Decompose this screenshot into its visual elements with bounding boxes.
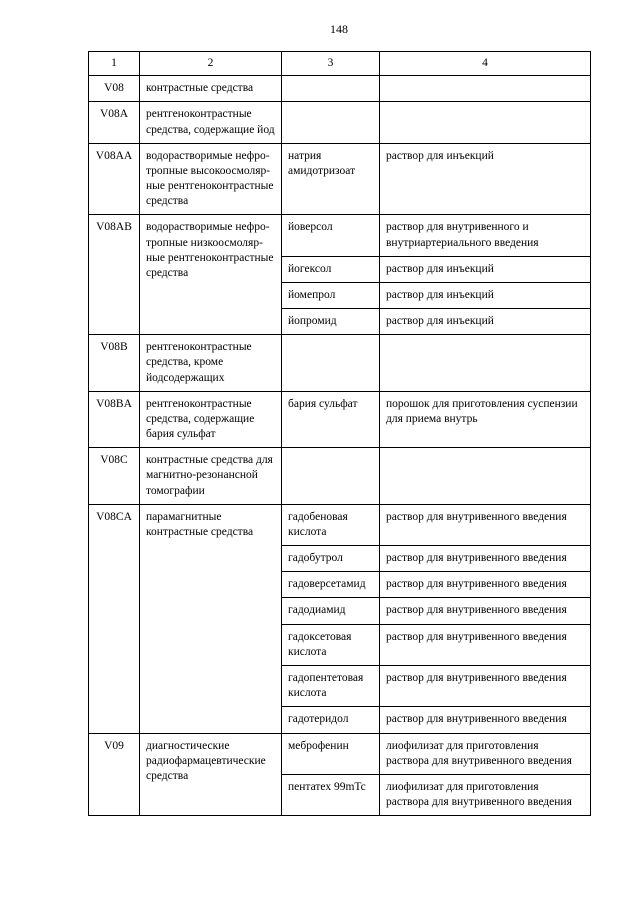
dosage-form-cell: раствор для внутривенного введения (380, 707, 591, 733)
group-name-cell: рентгеноконтрастные средства, содержащие бария сульфат (140, 391, 282, 448)
group-name-cell: парамагнитные контрастные средства (140, 504, 282, 733)
substance-cell: йоверсол (282, 215, 380, 256)
table-row (89, 76, 591, 102)
code-cell: V08CA (89, 504, 140, 733)
dosage-form-cell: раствор для внутривенного введения (380, 598, 591, 624)
substance-cell: гадоверсетамид (282, 572, 380, 598)
document-page (88, 22, 590, 816)
substance-cell (282, 102, 380, 143)
table-row (89, 215, 591, 256)
dosage-form-cell: раствор для внутривенного введения (380, 665, 591, 706)
substance-cell (282, 448, 380, 505)
code-cell: V08AA (89, 143, 140, 215)
dosage-form-cell: раствор для внутривенного введения (380, 624, 591, 665)
group-name-cell: контрастные средства для магнитно-резонансной томографии (140, 448, 282, 505)
substance-cell: пентатех 99mTc (282, 774, 380, 815)
table-row (89, 504, 591, 545)
table-row (89, 143, 591, 215)
dosage-form-cell: раствор для внутривенного и внутриартериального введения (380, 215, 591, 256)
dosage-form-cell (380, 335, 591, 392)
table-row (89, 335, 591, 392)
atc-classification-table (88, 51, 591, 816)
table-row (89, 448, 591, 505)
dosage-form-cell: раствор для инъекций (380, 143, 591, 215)
code-cell: V08B (89, 335, 140, 392)
dosage-form-cell: лиофилизат для приготовления раствора для внутривенного введения (380, 774, 591, 815)
group-name-cell: рентгеноконтрастные средства, кроме йодсодержащих (140, 335, 282, 392)
substance-cell: гадобеновая кислота (282, 504, 380, 545)
substance-cell: гадопентетовая кислота (282, 665, 380, 706)
table-header (89, 52, 591, 76)
table-row (89, 391, 591, 448)
substance-cell (282, 76, 380, 102)
dosage-form-cell (380, 76, 591, 102)
code-cell: V08AB (89, 215, 140, 335)
substance-cell: гадоксетовая кислота (282, 624, 380, 665)
code-cell: V08C (89, 448, 140, 505)
dosage-form-cell: раствор для внутривенного введения (380, 572, 591, 598)
dosage-form-cell (380, 448, 591, 505)
dosage-form-cell: порошок для приготовления суспензии для приема внутрь (380, 391, 591, 448)
column-header-4: 4 (380, 52, 591, 76)
column-header-2: 2 (140, 52, 282, 76)
code-cell: V08BA (89, 391, 140, 448)
code-cell: V08 (89, 76, 140, 102)
page-number: 148 (330, 22, 348, 36)
table-row (89, 733, 591, 774)
substance-cell: меброфенин (282, 733, 380, 774)
substance-cell: йогексол (282, 256, 380, 282)
dosage-form-cell: раствор для инъекций (380, 282, 591, 308)
group-name-cell: диагностические радиофармацевтические средства (140, 733, 282, 816)
substance-cell: гадотеридол (282, 707, 380, 733)
column-header-1: 1 (89, 52, 140, 76)
dosage-form-cell: раствор для внутривенного введения (380, 546, 591, 572)
substance-cell: натрия амидотризоат (282, 143, 380, 215)
substance-cell: гадобутрол (282, 546, 380, 572)
column-header-3: 3 (282, 52, 380, 76)
group-name-cell: водорастворимые нефро-тропные высокоосмоляр-ные рентгеноконтрастные средства (140, 143, 282, 215)
group-name-cell: рентгеноконтрастные средства, содержащие йод (140, 102, 282, 143)
code-cell: V09 (89, 733, 140, 816)
group-name-cell: контрастные средства (140, 76, 282, 102)
substance-cell: гадодиамид (282, 598, 380, 624)
dosage-form-cell: раствор для внутривенного введения (380, 504, 591, 545)
table-body (89, 76, 591, 816)
substance-cell: йомепрол (282, 282, 380, 308)
dosage-form-cell: раствор для инъекций (380, 256, 591, 282)
dosage-form-cell (380, 102, 591, 143)
substance-cell: йопромид (282, 309, 380, 335)
substance-cell (282, 335, 380, 392)
code-cell: V08A (89, 102, 140, 143)
dosage-form-cell: раствор для инъекций (380, 309, 591, 335)
table-header-row (89, 52, 591, 76)
table-row (89, 102, 591, 143)
substance-cell: бария сульфат (282, 391, 380, 448)
group-name-cell: водорастворимые нефро-тропные низкоосмоляр-ные рентгеноконтрастные средства (140, 215, 282, 335)
dosage-form-cell: лиофилизат для приготовления раствора для внутривенного введения (380, 733, 591, 774)
